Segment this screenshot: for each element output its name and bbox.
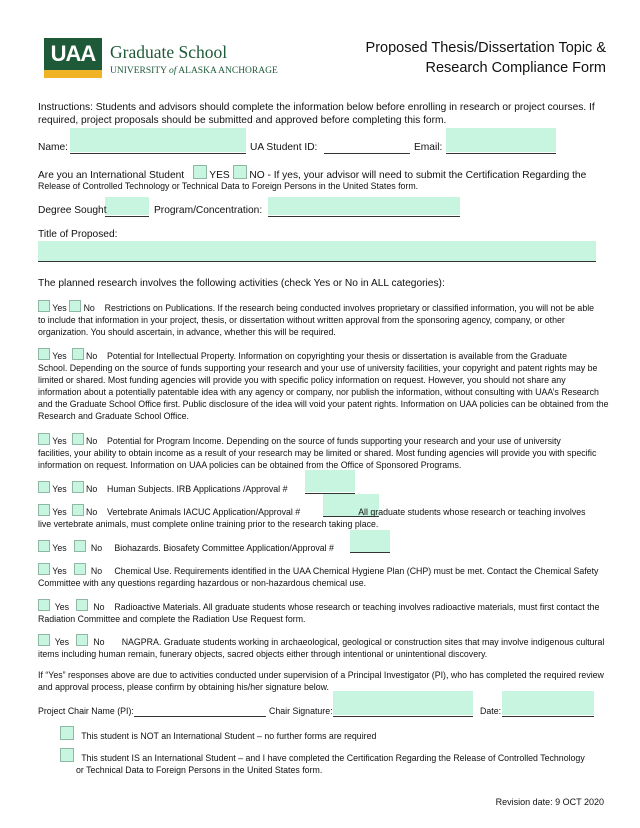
radio-yes-checkbox[interactable] [38,599,50,611]
intl-label: Are you an International Student [38,170,185,181]
email-input[interactable] [446,152,556,154]
nagpra-yes-checkbox[interactable] [38,634,50,646]
email-field-bg [446,128,556,152]
pi-note: If “Yes” responses above are due to activities conducted under supervision of a Principal Investigator (PI), who has completed the required review and approval process, please confirm by obtaining his/her signature below. [38,670,604,692]
human-yes-checkbox[interactable] [38,481,50,493]
radio-no-checkbox[interactable] [76,599,88,611]
chair-signature-input[interactable] [333,715,473,717]
income-yes-checkbox[interactable] [38,433,50,445]
iacuc-approval-input[interactable] [323,515,379,517]
program-input[interactable] [268,215,460,217]
email-label: Email: [414,142,443,153]
restrictions-no-checkbox[interactable] [69,300,81,312]
date-input[interactable] [502,715,594,717]
human-no-checkbox[interactable] [72,481,84,493]
chem-no-checkbox[interactable] [74,563,86,575]
bio-no-checkbox[interactable] [74,540,86,552]
intl-yes-label: YES [209,170,230,181]
activity-radio: Yes No Radioactive Materials. All graduate students whose research or teaching involves radioactive materials, must first contact the Radiation Committee and complete the Radiation Use Request form. [38,599,618,625]
is-intl-option: This student IS an International Student – and I have completed the Certification Regarding the Release of Controlled Technology or Technical Data to Foreign Persons in the United States form. [60,748,620,776]
bio-yes-checkbox[interactable] [38,540,50,552]
logo-mark: UAA [44,38,102,78]
name-label: Name: [38,142,69,153]
chair-name-input[interactable] [134,715,266,717]
ip-no-checkbox[interactable] [72,348,84,360]
chair-signature-label: Chair Signature: [269,706,333,716]
activity-animals: Yes No Vertebrate Animals IACUC Application/Approval # All graduate students whose research or teaching involves live vertebrate animals, must complete online training prior to the research taking place. [38,504,618,530]
degree-input[interactable] [105,215,149,217]
program-label: Program/Concentration: [154,205,263,216]
name-field-bg [70,128,246,152]
animals-yes-checkbox[interactable] [38,504,50,516]
not-intl-option: This student is NOT an International Student – no further forms are required [60,726,376,742]
intl-yes-checkbox[interactable] [193,165,207,179]
student-id-label: UA Student ID: [250,142,318,153]
nagpra-no-checkbox[interactable] [76,634,88,646]
is-intl-checkbox[interactable] [60,748,74,762]
student-id-input[interactable] [324,152,410,154]
restrictions-yes-checkbox[interactable] [38,300,50,312]
activities-heading: The planned research involves the following activities (check Yes or No in ALL categories): [38,278,445,289]
title-input[interactable] [38,241,596,262]
intl-note: Release of Controlled Technology or Technical Data to Foreign Persons in the United States form. [38,181,419,191]
activity-chem: Yes No Chemical Use. Requirements identified in the UAA Chemical Hygiene Plan (CHP) must be met. Contact the Chemical Safety Committee with any questions regarding hazardous or non-hazardous chemical use. [38,563,618,589]
degree-field-bg [105,197,149,215]
activity-human: Yes No Human Subjects. IRB Applications /Approval # [38,481,287,495]
activity-bio: Yes No Biohazards. Biosafety Committee Application/Approval # [38,540,334,554]
name-input[interactable] [70,152,246,154]
ip-yes-checkbox[interactable] [38,348,50,360]
program-field-bg [268,197,460,215]
title-label: Title of Proposed: [38,229,118,240]
chair-name-label: Project Chair Name (PI): [38,706,134,716]
activity-restrictions: Yes No Restrictions on Publications. If the research being conducted involves proprietary or classified information, you will not be able to include that information in your project, thesis, or dissertation without written approval from the sponsoring agency, company, or other organization. You should ascertain, in advance, whether this will be required. [38,300,608,338]
activity-ip: Yes No Potential for Intellectual Property. Information on copyrighting your thesis or dissertation is available from the Graduate School. Depending on the source of funds supporting your research and your use of university facilities, your copyright and patent rights may be limited or shared. Most funding agencies will provide you with specific policy information on request. However, you should not share any information about a potentially patentable idea with any agency or company, nor publish the information, without consulting with UAA’s Research and the Graduate School Office first. Public disclosure of the idea will void your patent rights. Information on UAA policies can be obtained from the Research and Graduate School Office. [38,348,608,422]
logo-subtitle: UNIVERSITY of ALASKA ANCHORAGE [110,66,278,76]
chem-yes-checkbox[interactable] [38,563,50,575]
form-title: Proposed Thesis/Dissertation Topic & Research Compliance Form [365,40,606,76]
logo-title: Graduate School [110,42,228,62]
not-intl-checkbox[interactable] [60,726,74,740]
activity-nagpra: Yes No NAGPRA. Graduate students working in archaeological, geological or construction sites that may involve indigenous cultural items including human remain, funerary objects, sacred objects either through intentional or unintentional discovery. [38,634,618,660]
revision-date: Revision date: 9 OCT 2020 [495,797,604,807]
biosafety-approval-input[interactable] [350,551,390,553]
income-no-checkbox[interactable] [72,433,84,445]
intl-no-label: NO - If yes, your advisor will need to submit the Certification Regarding the [249,170,587,181]
degree-label: Degree Sought [38,205,107,216]
animals-no-checkbox[interactable] [72,504,84,516]
date-label: Date: [480,706,502,716]
activity-income: Yes No Potential for Program Income. Depending on the source of funds supporting your research and your use of university facilities, your ability to obtain income as a result of your research may be limited or shared. Most funding agencies will provide you with specific information on request. Information on UAA policies can be obtained from the Office of Sponsored Programs. [38,433,608,471]
intl-no-checkbox[interactable] [233,165,247,179]
uaa-logo [44,34,284,86]
instructions: Instructions: Students and advisors should complete the information below before enrolling in research or project courses. If required, project proposals should be submitted and approved before completing this form. [38,102,595,126]
